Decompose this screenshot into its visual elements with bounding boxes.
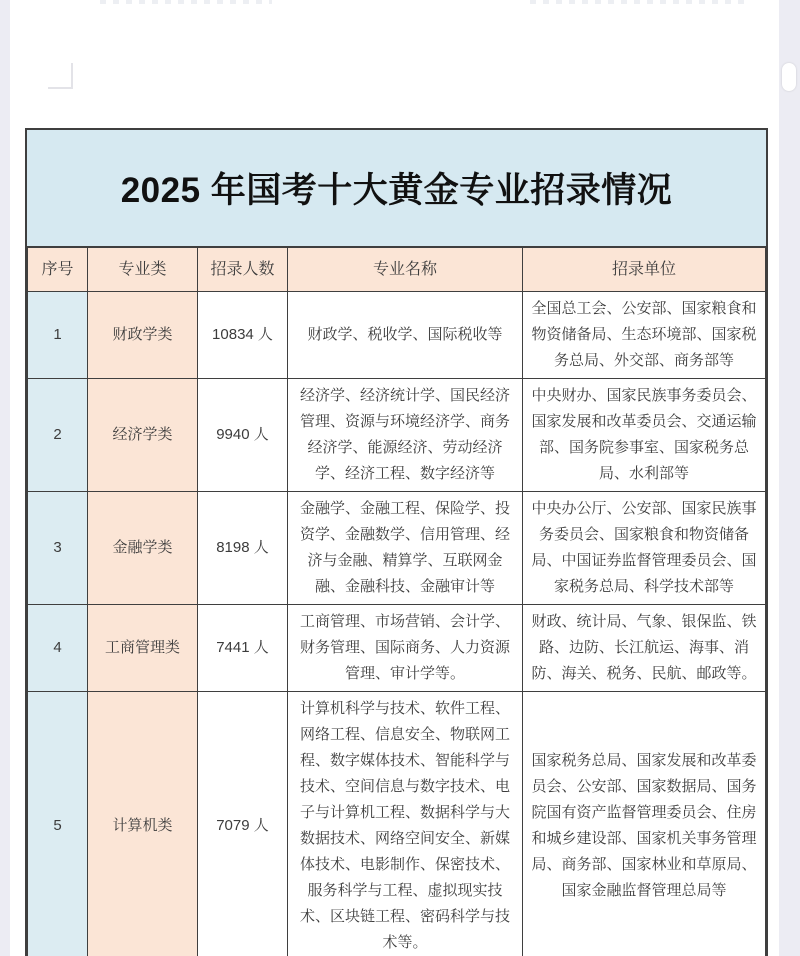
units-cell: 国家税务总局、国家发展和改革委员会、公安部、国家数据局、国务院国有资产监督管理委员会、住房和城乡建设部、国家机关事务管理局、商务部、国家林业和草原局、国家金融监督管理总局等 [523, 692, 766, 956]
col-header-category: 专业类 [88, 248, 198, 292]
header-row [28, 248, 766, 292]
cropped-text-remnant-left [100, 0, 272, 4]
majors-cell: 金融学、金融工程、保险学、投资学、金融数学、信用管理、经济与金融、精算学、互联网金融、金融科技、金融审计等 [288, 492, 523, 605]
page-right-edge [779, 0, 800, 956]
row-index-cell: 4 [28, 605, 88, 692]
scrollbar-thumb[interactable] [782, 63, 796, 91]
category-cell: 财政学类 [88, 292, 198, 379]
units-cell: 财政、统计局、气象、银保监、铁路、边防、长江航运、海事、消防、海关、税务、民航、邮政等。 [523, 605, 766, 692]
majors-cell: 财政学、税收学、国际税收等 [288, 292, 523, 379]
category-cell: 工商管理类 [88, 605, 198, 692]
category-cell: 经济学类 [88, 379, 198, 492]
cropped-text-remnant-right [530, 0, 748, 4]
units-cell: 中央财办、国家民族事务委员会、国家发展和改革委员会、交通运输部、国务院参事室、国家税务总局、水利部等 [523, 379, 766, 492]
page-left-edge [0, 0, 10, 956]
col-header-no: 序号 [28, 248, 88, 292]
units-cell: 中央办公厅、公安部、国家民族事务委员会、国家粮食和物资储备局、中国证券监督管理委员会、国家税务总局、科学技术部等 [523, 492, 766, 605]
table-row [28, 605, 766, 692]
recruitment-table [25, 128, 768, 956]
text-boundary-corner-top [48, 63, 73, 89]
col-header-units: 招录单位 [523, 248, 766, 292]
row-index-cell: 2 [28, 379, 88, 492]
majors-cell: 计算机科学与技术、软件工程、网络工程、信息安全、物联网工程、数字媒体技术、智能科学与技术、空间信息与数字技术、电子与计算机工程、数据科学与大数据技术、网络空间安全、新媒体技术、电影制作、保密技术、服务科学与工程、虚拟现实技术、区块链工程、密码科学与技术等。 [288, 692, 523, 956]
majors-cell: 经济学、经济统计学、国民经济管理、资源与环境经济学、商务经济学、能源经济、劳动经济学、经济工程、数字经济等 [288, 379, 523, 492]
table-row [28, 292, 766, 379]
col-header-majors: 专业名称 [288, 248, 523, 292]
recruitment-data-table [27, 247, 766, 956]
row-index-cell: 3 [28, 492, 88, 605]
table-row [28, 379, 766, 492]
category-cell: 金融学类 [88, 492, 198, 605]
count-cell: 10834 人 [198, 292, 288, 379]
table-row [28, 492, 766, 605]
units-cell: 全国总工会、公安部、国家粮食和物资储备局、生态环境部、国家税务总局、外交部、商务部等 [523, 292, 766, 379]
table-row [28, 692, 766, 956]
row-index-cell: 5 [28, 692, 88, 956]
col-header-count: 招录人数 [198, 248, 288, 292]
page-title: 2025 年国考十大黄金专业招录情况 [120, 171, 673, 210]
majors-cell: 工商管理、市场营销、会计学、财务管理、国际商务、人力资源管理、审计学等。 [288, 605, 523, 692]
count-cell: 7441 人 [198, 605, 288, 692]
category-cell: 计算机类 [88, 692, 198, 956]
count-cell: 7079 人 [198, 692, 288, 956]
row-index-cell: 1 [28, 292, 88, 379]
count-cell: 8198 人 [198, 492, 288, 605]
table-title-band [27, 130, 766, 247]
count-cell: 9940 人 [198, 379, 288, 492]
